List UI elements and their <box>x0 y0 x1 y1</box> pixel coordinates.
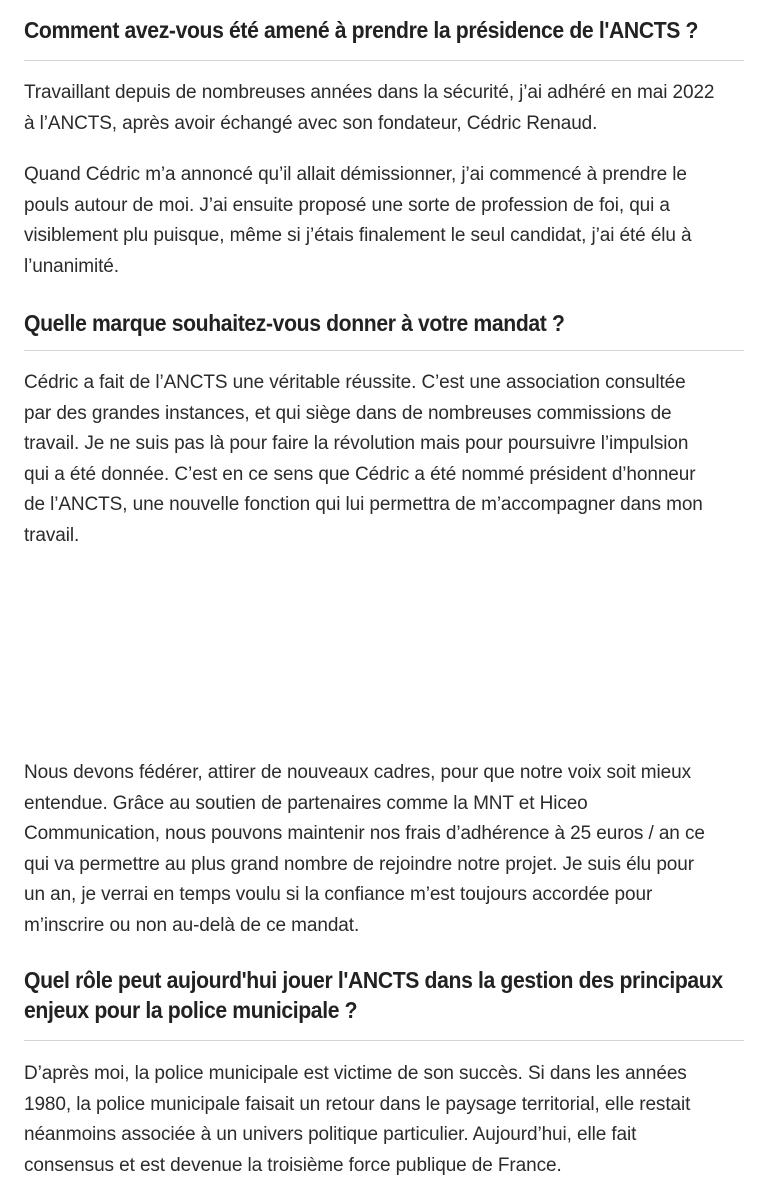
text-line: travail. <box>24 524 80 546</box>
text-line: par des grandes instances, et qui siège dans de nombreuses commissions de <box>24 402 672 424</box>
text-line: consensus et est devenue la troisième force publique de France. <box>24 1154 562 1176</box>
paragraph-election <box>24 160 692 282</box>
text-line: pouls autour de moi. J’ai ensuite proposé une sorte de profession de foi, qui a <box>24 194 670 216</box>
text-line: m’inscrire ou non au-delà de ce mandat. <box>24 914 360 936</box>
text-line: à l’ANCTS, après avoir échangé avec son fondateur, Cédric Renaud. <box>24 112 598 134</box>
text-line: un an, je verrai en temps voulu si la confiance m’est toujours accordée pour <box>24 884 653 905</box>
section-divider <box>24 350 744 351</box>
text-line: 1980, la police municipale faisait un retour dans le paysage territorial, elle restait <box>24 1093 691 1115</box>
section-divider <box>24 60 744 61</box>
text-line: qui va permettre au plus grand nombre de rejoindre notre projet. Je suis élu pour <box>24 853 694 875</box>
paragraph-adhesion <box>24 78 714 139</box>
section-divider <box>24 1040 744 1041</box>
text-line: entendue. Grâce au soutien de partenaires comme la MNT et Hiceo <box>24 792 588 814</box>
paragraph-reussite <box>24 368 703 551</box>
text-line: D’après moi, la police municipale est victime de son succès. Si dans les années <box>24 1063 687 1084</box>
text-line: visiblement plu puisque, même si j’étais finalement le seul candidat, j’ai été élu à <box>24 225 692 246</box>
text-line: Communication, nous pouvons maintenir nos frais d’adhérence à 25 euros / an ce <box>24 823 705 844</box>
text-line: Travaillant depuis de nombreuses années dans la sécurité, j’ai adhéré en mai 2022 <box>24 82 715 103</box>
text-line: de l’ANCTS, une nouvelle fonction qui lui permettra de m’accompagner dans mon <box>24 494 703 515</box>
paragraph-police-municipale <box>24 1059 690 1181</box>
section-heading-role <box>24 965 758 1037</box>
paragraph-federer <box>24 758 705 941</box>
heading-line: enjeux pour la police municipale ? <box>24 997 358 1023</box>
heading-text: Comment avez-vous été amené à prendre la présidence de l'ANCTS ? <box>24 17 699 43</box>
text-line: qui a été donnée. C’est en ce sens que Cédric a été nommé président d’honneur <box>24 463 696 485</box>
text-line: Quand Cédric m’a annoncé qu’il allait démissionner, j’ai commencé à prendre le <box>24 164 687 185</box>
text-line: Cédric a fait de l’ANCTS une véritable réussite. C’est une association consultée <box>24 372 686 393</box>
section-heading-presidence <box>24 15 757 57</box>
heading-line: Quel rôle peut aujourd'hui jouer l'ANCTS dans la gestion des principaux <box>24 967 723 993</box>
heading-text: Quelle marque souhaitez-vous donner à votre mandat ? <box>24 310 565 336</box>
text-line: Nous devons fédérer, attirer de nouveaux cadres, pour que notre voix soit mieux <box>24 762 691 783</box>
text-line: travail. Je ne suis pas là pour faire la révolution mais pour poursuivre l’impulsion <box>24 433 689 454</box>
heading-text <box>24 965 723 1037</box>
text-line: l’unanimité. <box>24 255 119 277</box>
text-line: néanmoins associée à un univers politique particulier. Aujourd’hui, elle fait <box>24 1124 637 1145</box>
section-heading-mandat <box>24 308 612 350</box>
blank-space <box>24 560 744 750</box>
